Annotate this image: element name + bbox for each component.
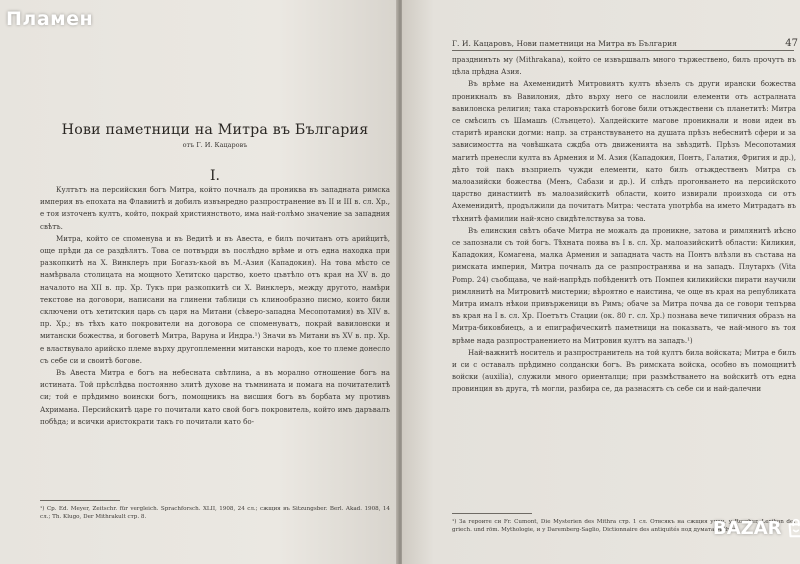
- footnote-divider: [40, 500, 120, 501]
- page-number: 47: [785, 38, 798, 49]
- article-title: Нови паметници на Митра въ България: [61, 122, 369, 138]
- footnote-text: ¹) Ср. Ed. Meyer, Zeitschr. für vergleich. Sprachforsch. XLII, 1908, 24 сл.; сжщия въ Sitzungsber. Berl. Akad. 1908, 14 сл.; Th. Klugo, Der Mithrakult стр. 8.: [40, 506, 390, 520]
- paragraph: Най-важнитѣ носитель и разпространитель на той култъ била войската; Митра е билъ и си с оставалъ прѣдимно солдански богъ. Въ римската войска, особно въ помощнитѣ войски (auxilia), служили много ориенталци; при размѣстването на войскитѣ отъ една провинция въ друга, тѣ могли, разбира се, да разнасятъ съ себе си и най-далечни: [452, 347, 796, 394]
- brand-watermark: Пламен: [6, 8, 94, 30]
- left-body-text: [40, 184, 390, 428]
- left-page: [0, 0, 398, 564]
- shopping-bag-icon: [785, 517, 800, 539]
- bazar-logo-text: BAZAR: [713, 517, 782, 539]
- paragraph: Въ елинския свѣтъ обаче Митра не можалъ да проникне, затова и римлянитѣ иѣсно се запознали съ той богъ. Тѣхната поява въ I в. сл. Хр. малоазийскитѣ области: Киликия, Кападокия, Комагена, малка Армения и западната часть на Понтъ влѣзли въ състава на римската империя, Митра почналъ да се разпространява и на западъ. Плутархъ (Vita Pomp. 24) съобщава, че най-напрѣдъ побѣденитѣ отъ Помпея киликийски пирати научили римлянитѣ на Митровитѣ мистерии; вѣроятно е наистина, че още въ края на републиката Митра ималъ нѣкои привърженици въ Римъ; обаче за Митра почва да се говори тепърва въ края на I в. сл. Хр. Поетътъ Стации (ок. 80 г. сл. Хр.) познава вече типичния образъ на Митра-биковбиецъ, а и епиграфическитѣ паметници на показватъ, че най-много въ тоя врѣме нада разпространението на Митровия култъ на западъ.¹): [452, 225, 796, 345]
- left-footnote: [40, 505, 390, 521]
- right-page: [402, 0, 800, 564]
- bazar-watermark: [713, 517, 800, 539]
- footnote-divider: [452, 513, 532, 514]
- paragraph: Митра, който се споменува и въ Ведитѣ и въ Авеста, е билъ почитанъ отъ арийцитѣ, още прѣди да се раздѣлятъ. Това се потвърди въ послѣдно врѣме и отъ една находка при разкопкитѣ на Х. Винклеръ при Богазъ-кьой въ М.-Азия (Кападокия). На това мѣсто се намѣрвала столицата на мощното Хетитско царство, което цъвтѣло отъ края на XV в. до началото на XII в. пр. Хр. Тукъ при разкопкитѣ си Х. Винклеръ, между другото, намѣри текстове на договори, написани на глинени таблици съ клинообразно писмо, които били сключени отъ хетитския царь съ царя на Митани (сѣверо-западна Месопотамия) въ XIV в. пр. Хр.; въ тѣхъ като покровители на договора се споменуватъ, покрай вавилонски и митански божества, и боговетѣ Митра, Варуна и Индра.¹) Значи въ Митани въ XV в. пр. Хр. е властвувало арийско племе върху другоплеменни митански народъ, кое то племе донесло съ себе си и своитѣ богове.: [40, 233, 390, 365]
- paragraph: Въ врѣме на Ахеменидитѣ Митровиятъ култъ вѣзелъ съ други ирански божества проникналъ въ Вавилония, дѣто върху него се наслоили елементи отъ астралната вавилонска религия; така старовърскитѣ богове били отъждествени съ планетитѣ: Митра се смѣсилъ съ Шамашъ (Слънцето). Халдейските магове проникнали и нови идеи въ старитѣ ирански догми: напр. за странствуването на душата прѣзъ небеснитѣ сфери и за зависимостта на човѣшката сждба отъ движенията на звѣздитѣ. Прѣзъ Месопотамия магитѣ пренесли култа въ Армения и М. Азия (Кападокия, Понтъ, Галатия, Фригия и др.), дѣто той пакъ възприелъ чужди елементи, катo билъ отъждественъ Митра съ малоазийски божества (Менъ, Сабази и др.). И слѣдъ прогонването на персийското царство династиитѣ въ малоазийскитѣ области, които извирали произхода си отъ Ахеменидитѣ, продължили да почитатъ Митра: честата употрѣба на името Митрадатъ въ тѣхнитѣ фамилии най-ясно свидѣтелствува за това.: [452, 79, 796, 223]
- article-byline: отъ Г. И. Кацаровъ: [182, 141, 248, 149]
- header-rule: [452, 50, 794, 51]
- footnote-text: ¹) За героите си Fr. Cumont, Die Mysterien des Mithra стр. 1 сл. Отвсякъ на сжщия учен. у Roscher, Lexikon der griech. und röm. Mythologie, и у Daremberg-Saglio, Dictionnaire des antiquités под думата Mithra.: [452, 519, 796, 533]
- right-body-text: [452, 54, 796, 396]
- paragraph: Въ Авеста Митра е богъ на небесната свѣтлина, а въ морално отношение богъ на истината. Той прѣслѣдва постоянно злитѣ духове на тъмнината и помага на почитателитѣ си; той е прѣдимно воински богъ, помощникъ на висшия богъ въ борбата му противъ Ахримана. Персийскитѣ царе го почитали като свой богъ покровитель, който имъ даръвалъ побѣда; и всички аристократи такъ го почитали като бо-: [40, 368, 390, 426]
- running-header-text: Г. И. Кацаровъ, Нови паметници на Митра въ България: [452, 39, 677, 48]
- section-heading: I.: [210, 168, 220, 184]
- paragraph: Култътъ на персийския богъ Митра, който почналъ да прониква въ западната римска империя въ епохата на Флавиитѣ и добилъ извънредно разпространение въ II и III в. сл. Хр., е тоя източенъ култъ, който, покрай християнството, има най-голѣмо значение за западния свѣтъ.: [40, 185, 390, 231]
- paragraph: празднинъть му (Mithrakana), който се извършвалъ много тържествено, билъ прочутъ въ цѣла прѣдна Азия.: [452, 55, 796, 77]
- running-header: [452, 38, 798, 49]
